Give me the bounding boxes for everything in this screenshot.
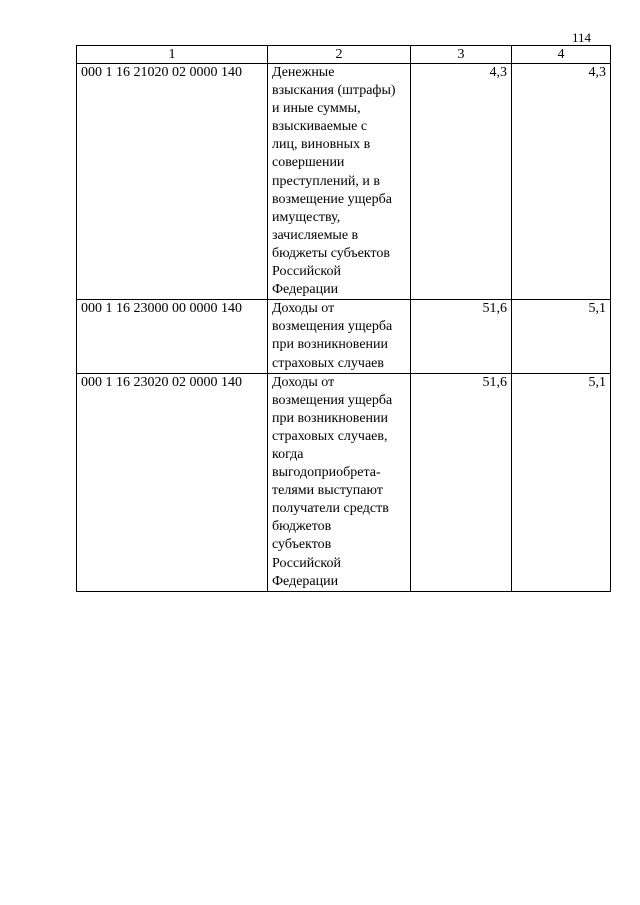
income-name-line: страховых случаев, bbox=[272, 428, 388, 444]
income-name-line: при возникновении bbox=[272, 410, 389, 426]
income-name-cell bbox=[268, 373, 411, 591]
income-name-line: телями выступают bbox=[272, 483, 383, 499]
income-name-line: Федерации bbox=[272, 573, 339, 589]
income-name-line: совершении bbox=[272, 155, 345, 171]
income-code-cell: 000 1 16 21020 02 0000 140 bbox=[77, 64, 268, 300]
table-row bbox=[77, 373, 611, 591]
income-name-line: лиц, виновных в bbox=[272, 137, 371, 153]
income-name-line: выгодоприобрета- bbox=[272, 465, 381, 481]
value-cell-col4: 5,1 bbox=[512, 373, 611, 591]
page-number: 114 bbox=[572, 30, 592, 45]
value-cell-col4: 5,1 bbox=[512, 300, 611, 373]
income-name-line: взыскания (штрафы) bbox=[272, 83, 396, 99]
income-name-line: бюджетов bbox=[272, 519, 332, 535]
column-header-3: 3 bbox=[411, 46, 512, 64]
income-name-line: бюджеты субъектов bbox=[272, 245, 390, 261]
income-code-cell: 000 1 16 23000 00 0000 140 bbox=[77, 300, 268, 373]
budget-table bbox=[76, 45, 611, 592]
income-code-cell: 000 1 16 23020 02 0000 140 bbox=[77, 373, 268, 591]
column-header-2: 2 bbox=[268, 46, 411, 64]
income-name-line: получатели средств bbox=[272, 501, 389, 517]
income-name-line: при возникновении bbox=[272, 337, 389, 353]
income-name-line: возмещение ущерба bbox=[272, 191, 392, 207]
income-name-line: Доходы от bbox=[272, 374, 335, 390]
income-name-line: Российской bbox=[272, 264, 341, 280]
table-body bbox=[77, 64, 611, 592]
column-header-1: 1 bbox=[77, 46, 268, 64]
value-cell-col3: 51,6 bbox=[411, 373, 512, 591]
value-cell-col4: 4,3 bbox=[512, 64, 611, 300]
column-header-4: 4 bbox=[512, 46, 611, 64]
income-name-line: и иные суммы, bbox=[272, 101, 361, 117]
income-name-line: когда bbox=[272, 446, 304, 462]
table-row bbox=[77, 64, 611, 300]
income-name-line: зачисляемые в bbox=[272, 227, 359, 243]
income-name-line: имуществу, bbox=[272, 209, 341, 225]
income-name-cell bbox=[268, 300, 411, 373]
income-name-line: преступлений, и в bbox=[272, 173, 380, 189]
income-name-line: страховых случаев bbox=[272, 355, 384, 371]
table-header bbox=[77, 46, 611, 64]
income-name-line: субъектов bbox=[272, 537, 332, 553]
income-name-line: Федерации bbox=[272, 282, 339, 298]
income-name-line: Российской bbox=[272, 555, 341, 571]
value-cell-col3: 51,6 bbox=[411, 300, 512, 373]
income-name-line: Денежные bbox=[272, 65, 335, 80]
value-cell-col3: 4,3 bbox=[411, 64, 512, 300]
income-name-line: возмещения ущерба bbox=[272, 392, 393, 408]
income-name-line: взыскиваемые с bbox=[272, 119, 368, 135]
income-name-line: возмещения ущерба bbox=[272, 319, 393, 335]
income-name-line: Доходы от bbox=[272, 301, 335, 317]
header-row bbox=[77, 46, 611, 64]
table-row bbox=[77, 300, 611, 373]
income-name-cell bbox=[268, 64, 411, 300]
